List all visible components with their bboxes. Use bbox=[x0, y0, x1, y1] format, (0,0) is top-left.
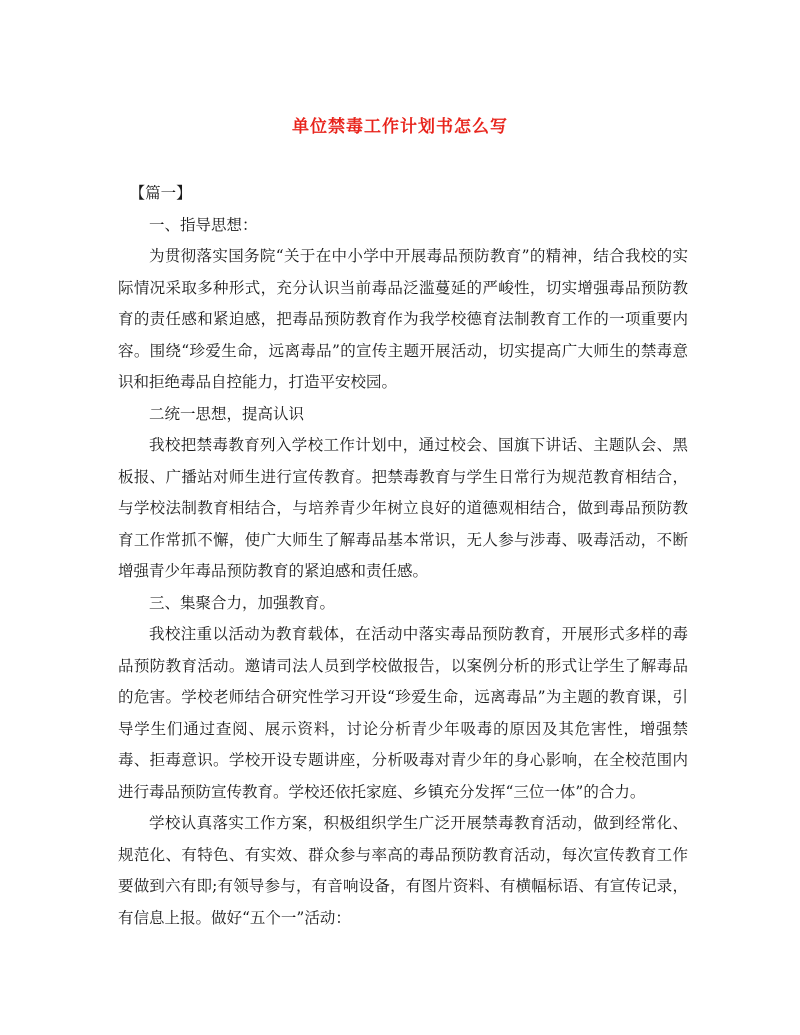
paragraph-activities: 我校注重以活动为教育载体，在活动中落实毒品预防教育，开展形式多样的毒品预防教育活动。邀请司法人员到学校做报告，以案例分析的形式让学生了解毒品的危害。学校老师结合研究性学习开设“珍爱生命，远离毒品”为主题的教育课，引导学生们通过查阅、展示资料，讨论分析青少年吸毒的原因及其危害性，增强禁毒、拒毒意识。学校开设专题讲座，分析吸毒对青少年的身心影响，在全校范围内进行毒品预防宣传教育。学校还依托家庭、乡镇充分发挥“三位一体”的合力。 bbox=[118, 625, 688, 801]
heading-gather-strength: 三、集聚合力，加强教育。 bbox=[149, 593, 336, 612]
document-title: 单位禁毒工作计划书怎么写 bbox=[292, 117, 508, 137]
heading-guiding-thought: 一、指导思想： bbox=[149, 215, 258, 234]
paragraph-implementation: 学校认真落实工作方案，积极组织学生广泛开展禁毒教育活动，做到经常化、规范化、有特色、有实效、群众参与率高的毒品预防教育活动，每次宣传教育工作要做到六有即;有领导参与，有音响设备，有图片资料、有横幅标语、有宣传记录，有信息上报。做好“五个一”活动： bbox=[118, 814, 688, 927]
section-label: 【篇一】 bbox=[129, 184, 192, 202]
paragraph-guiding-thought: 为贯彻落实国务院“关于在中小学中开展毒品预防教育”的精神，结合我校的实际情况采取多种形式，充分认识当前毒品泛滥蔓延的严峻性，切实增强毒品预防教育的责任感和紧迫感，把毒品预防教育作为我学校德育法制教育工作的一项重要内容。围绕“珍爱生命，远离毒品”的宣传主题开展活动，切实提高广大师生的禁毒意识和拒绝毒品自控能力，打造平安校园。 bbox=[118, 247, 688, 391]
document-body bbox=[118, 178, 688, 934]
heading-unify-thinking: 二统一思想，提高认识 bbox=[149, 404, 305, 423]
paragraph-unify-thinking: 我校把禁毒教育列入学校工作计划中，通过校会、国旗下讲话、主题队会、黑板报、广播站对师生进行宣传教育。把禁毒教育与学生日常行为规范教育相结合，与学校法制教育相结合，与培养青少年树立良好的道德观相结合，做到毒品预防教育工作常抓不懈，使广大师生了解毒品基本常识，无人参与涉毒、吸毒活动，不断增强青少年毒品预防教育的紧迫感和责任感。 bbox=[118, 436, 688, 580]
